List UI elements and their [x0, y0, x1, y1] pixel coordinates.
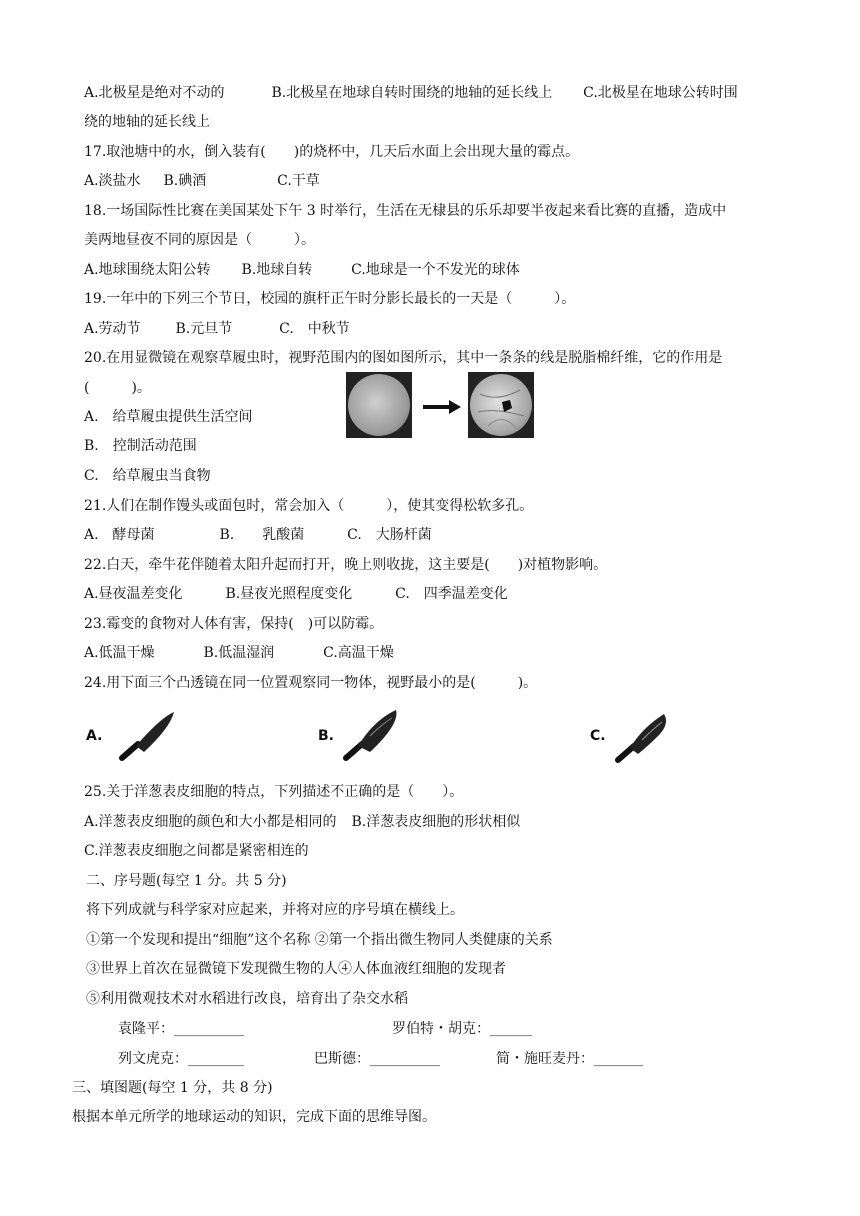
q21-stem: 21.人们在制作馒头或面包时，常会加入（ ），使其变得松软多孔。 — [84, 498, 534, 514]
q16-options-line — [84, 84, 738, 102]
answer-swammerdam[interactable]: 简・施旺麦丹：_______ — [496, 1051, 643, 1067]
convex-lens-c-icon — [612, 708, 672, 766]
q18-option-c: C.地球是一个不发光的球体 — [351, 262, 520, 278]
q19-options — [84, 320, 350, 338]
convex-lens-b-icon — [340, 706, 404, 764]
q25-option-a: A.洋葱表皮细胞的颜色和大小都是相同的 — [84, 814, 337, 830]
q19-option-b: B.元旦节 — [175, 321, 233, 337]
q22-option-c: C. 四季温差变化 — [395, 586, 508, 602]
q18-option-a: A.地球围绕太阳公转 — [84, 262, 211, 278]
section2-title: 二、序号题(每空 1 分。共 5 分) — [86, 873, 287, 889]
q20-stem2: ( )。 — [84, 380, 151, 396]
convex-lens-a-icon — [116, 708, 180, 764]
q18-options — [84, 261, 520, 279]
section2-item-3-4: ③世界上首次在显微镜下发现微生物的人④人体血液红细胞的发现者 — [86, 961, 506, 977]
section3-instructions: 根据本单元所学的地球运动的知识，完成下面的思维导图。 — [72, 1109, 436, 1125]
q17-option-b: B.碘酒 — [163, 173, 207, 189]
q17-stem: 17.取池塘中的水，倒入装有( )的烧杯中，几天后水面上会出现大量的霉点。 — [84, 144, 580, 160]
q17-option-a: A.淡盐水 — [84, 173, 141, 189]
q25-option-b: B.洋葱表皮细胞的形状相似 — [351, 814, 521, 830]
q25-stem: 25.关于洋葱表皮细胞的特点，下列描述不正确的是（ ）。 — [84, 784, 464, 800]
q18-stem2: 美两地昼夜不同的原因是（ ）。 — [84, 232, 315, 248]
q16-option-c-cont: 绕的地轴的延长线上 — [84, 114, 210, 130]
q16-option-b: B.北极星在地球自转时围绕的地轴的延长线上 — [271, 85, 553, 101]
q20-option-b: B. 控制活动范围 — [84, 438, 197, 454]
q22-option-b: B.昼夜光照程度变化 — [225, 586, 353, 602]
answer-leeuwenhoek[interactable]: 列文虎克：________ — [118, 1051, 244, 1067]
microscope-view-before — [346, 372, 412, 438]
q18-option-b: B.地球自转 — [241, 262, 313, 278]
q21-option-c: C. 大肠杆菌 — [347, 527, 432, 543]
q23-stem: 23.霉变的食物对人体有害，保持( )可以防霉。 — [84, 616, 384, 632]
q18-stem: 18.一场国际性比赛在美国某处下午 3 时举行，生活在无棣县的乐乐却要半夜起来看比赛的直播，造成中 — [84, 203, 727, 219]
q17-option-c: C.干草 — [277, 173, 320, 189]
q23-options — [84, 644, 394, 662]
section2-item-1-2: ①第一个发现和提出“细胞”这个名称 ②第一个指出微生物同人类健康的关系 — [86, 932, 553, 948]
q24-option-b-label: B. — [318, 728, 334, 744]
answer-robert-hooke[interactable]: 罗伯特・胡克：______ — [392, 1021, 532, 1037]
q25-options-ab — [84, 813, 520, 831]
q23-option-c: C.高温干燥 — [323, 645, 394, 661]
q24-option-c-label: C. — [590, 728, 606, 744]
q19-stem: 19.一年中的下列三个节日，校园的旗杆正午时分影长最长的一天是（ ）。 — [84, 291, 576, 307]
microscope-view-after — [468, 372, 534, 438]
q20-option-c: C. 给草履虫当食物 — [84, 468, 211, 484]
q22-option-a: A.昼夜温差变化 — [84, 586, 183, 602]
q22-options — [84, 585, 508, 603]
q24-option-a-label: A. — [86, 728, 103, 744]
arrow-right-icon — [423, 400, 461, 414]
q16-option-c: C.北极星在地球公转时围 — [583, 85, 738, 101]
q17-options — [84, 172, 320, 190]
q25-option-c: C.洋葱表皮细胞之间都是紧密相连的 — [84, 843, 309, 859]
q19-option-c: C. 中秋节 — [279, 321, 350, 337]
section2-instructions: 将下列成就与科学家对应起来，并将对应的序号填在横线上。 — [86, 902, 464, 918]
q19-option-a: A.劳动节 — [84, 321, 141, 337]
q21-option-a: A. 酵母菌 — [84, 527, 155, 543]
q22-stem: 22.白天，牵牛花伴随着太阳升起而打开，晚上则收拢，这主要是( )对植物影响。 — [84, 557, 608, 573]
section2-item-5: ⑤利用微观技术对水稻进行改良，培育出了杂交水稻 — [86, 991, 408, 1007]
q23-option-a: A.低温干燥 — [84, 645, 155, 661]
q21-option-b: B. 乳酸菌 — [219, 527, 305, 543]
q23-option-b: B.低温湿润 — [203, 645, 275, 661]
q24-stem: 24.用下面三个凸透镜在同一位置观察同一物体，视野最小的是( )。 — [84, 675, 538, 691]
section3-title: 三、填图题(每空 1 分，共 8 分) — [72, 1080, 273, 1096]
q20-option-a: A. 给草履虫提供生活空间 — [84, 409, 253, 425]
q16-option-a: A.北极星是绝对不动的 — [84, 85, 225, 101]
answer-pasteur[interactable]: 巴斯德：__________ — [314, 1051, 440, 1067]
q21-options — [84, 526, 432, 544]
q20-stem: 20.在用显微镜在观察草履虫时，视野范围内的图如图所示，其中一条条的线是脱脂棉纤维，它的作用是 — [84, 350, 723, 366]
answer-yuan-longping[interactable]: 袁隆平：__________ — [118, 1021, 244, 1037]
